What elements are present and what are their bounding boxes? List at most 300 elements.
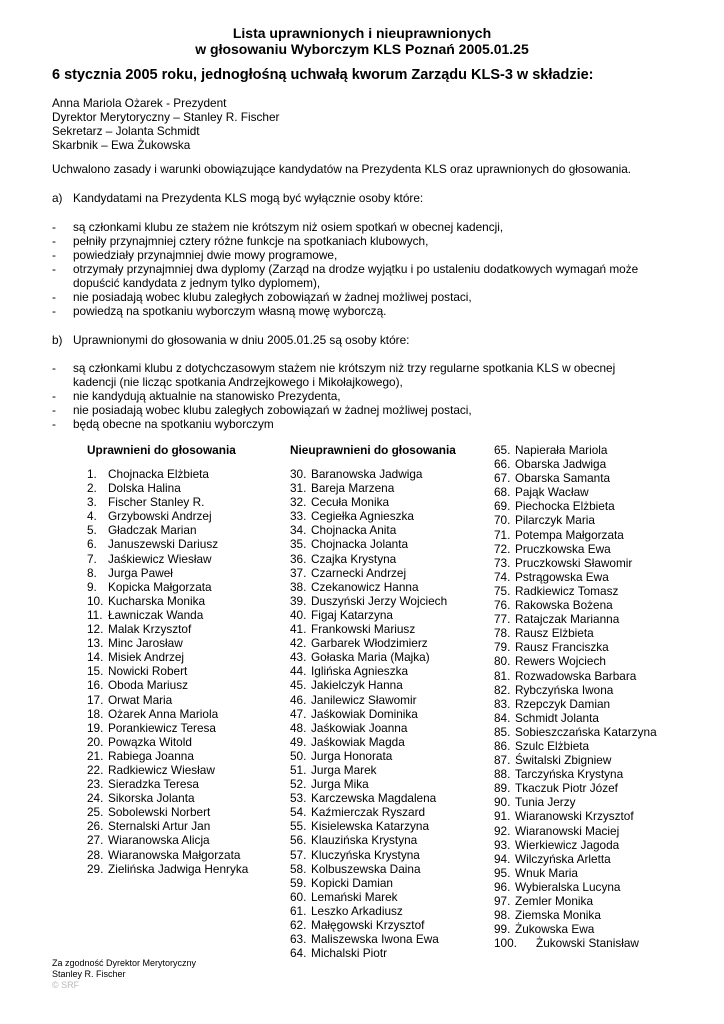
voter-list-item bbox=[290, 537, 480, 551]
voter-list-item bbox=[87, 509, 277, 523]
board-member: Skarbnik – Ewa Żukowska bbox=[52, 138, 191, 152]
voter-name: Oboda Mariusz bbox=[108, 678, 188, 693]
voter-name: Rausz Elżbieta bbox=[515, 626, 594, 641]
voter-name: Schmidt Jolanta bbox=[515, 710, 599, 725]
voter-number: 19. bbox=[87, 720, 104, 735]
voter-list-item bbox=[494, 852, 670, 866]
voter-list-item bbox=[87, 580, 277, 594]
voter-number: 6. bbox=[87, 537, 97, 552]
voter-name: Jurga Mika bbox=[311, 777, 369, 792]
voter-number: 54. bbox=[290, 805, 307, 820]
voter-number: 69. bbox=[494, 499, 511, 514]
voter-name: Orwat Maria bbox=[108, 692, 173, 707]
voter-list-item bbox=[494, 809, 670, 823]
voter-list-item bbox=[494, 457, 670, 471]
voter-list-item bbox=[87, 749, 277, 763]
voter-name: Dolska Halina bbox=[108, 481, 181, 496]
not-entitled-column-heading: Nieuprawnieni do głosowania bbox=[290, 443, 456, 457]
voter-number: 58. bbox=[290, 861, 307, 876]
voter-name: Potempa Małgorzata bbox=[515, 527, 624, 542]
section-a-line: powiedzą na spotkaniu wyborczym własną mowę wyborczą. bbox=[73, 304, 387, 318]
voter-number: 18. bbox=[87, 706, 104, 721]
voter-list-item bbox=[290, 622, 480, 636]
voter-number: 40. bbox=[290, 607, 307, 622]
voter-name: Wiaranowska Małgorzata bbox=[108, 847, 241, 862]
voter-list-item bbox=[290, 848, 480, 862]
voter-number: 84. bbox=[494, 710, 511, 725]
section-a-marker: a) bbox=[52, 191, 63, 205]
voter-list-item bbox=[290, 481, 480, 495]
voter-name: Sobieszczańska Katarzyna bbox=[515, 724, 657, 739]
voter-name: Chojnacka Jolanta bbox=[311, 537, 409, 552]
section-a-line: są członkami klubu ze stażem nie krótszym niż osiem spotkań w obecnej kadencji, bbox=[73, 220, 504, 234]
voter-list-item bbox=[494, 795, 670, 809]
voter-name: Minc Jarosław bbox=[108, 636, 183, 651]
voter-number: 31. bbox=[290, 481, 307, 496]
voter-name: Małęgowski Krzysztof bbox=[311, 918, 425, 932]
voter-number: 83. bbox=[494, 696, 511, 711]
voter-name: Pająk Wacław bbox=[515, 485, 589, 500]
voter-name: Kucharska Monika bbox=[108, 593, 206, 608]
voter-list-item bbox=[494, 711, 670, 725]
voter-name: Chojnacka Anita bbox=[311, 523, 397, 538]
voter-number: 59. bbox=[290, 875, 307, 890]
voter-list-item bbox=[290, 678, 480, 692]
voter-number: 98. bbox=[494, 908, 511, 923]
voter-number: 79. bbox=[494, 640, 511, 655]
voter-name: Januszewski Dariusz bbox=[108, 537, 219, 552]
voter-name: Rzepczyk Damian bbox=[515, 696, 611, 711]
entitled-column-heading: Uprawnieni do głosowania bbox=[87, 443, 236, 457]
voter-number: 55. bbox=[290, 819, 307, 834]
section-b-line: kadencji (nie licząc spotkania Andrzejkowego i Mikołajkowego), bbox=[73, 375, 403, 389]
voter-number: 3. bbox=[87, 495, 97, 510]
voter-list-item bbox=[494, 556, 670, 570]
voter-number: 81. bbox=[494, 668, 511, 683]
voter-number: 78. bbox=[494, 626, 511, 641]
voter-name: Obarska Samanta bbox=[515, 471, 611, 486]
voter-number: 7. bbox=[87, 551, 97, 566]
voter-number: 91. bbox=[494, 809, 511, 824]
voter-list-item bbox=[87, 848, 277, 862]
document-title-line-1: Lista uprawnionych i nieuprawnionych bbox=[232, 25, 492, 41]
voter-list-item bbox=[290, 664, 480, 678]
voter-name: Baranowska Jadwiga bbox=[311, 467, 423, 481]
bullet-dash: - bbox=[52, 304, 56, 318]
voter-name: Kaźmierczak Ryszard bbox=[311, 805, 426, 820]
voter-name: Rakowska Bożena bbox=[515, 598, 613, 613]
section-a-line: dopuścić kandydata z jednym tylko dyplomem), bbox=[73, 276, 321, 290]
voter-list-item bbox=[290, 946, 480, 960]
voter-list-item bbox=[87, 636, 277, 650]
voter-number: 53. bbox=[290, 791, 307, 806]
voter-list-item bbox=[290, 566, 480, 580]
voter-list-item bbox=[87, 495, 277, 509]
voter-name: Kisielewska Katarzyna bbox=[311, 819, 430, 834]
voter-list-item bbox=[494, 908, 670, 922]
voter-name: Janilewicz Sławomir bbox=[311, 692, 417, 707]
voter-name: Obarska Jadwiga bbox=[515, 457, 607, 472]
not-entitled-voters-list-2 bbox=[494, 443, 670, 950]
voter-name: Cecuła Monika bbox=[311, 495, 390, 510]
voter-number: 41. bbox=[290, 622, 307, 637]
section-a-heading: Kandydatami na Prezydenta KLS mogą być wyłącznie osoby które: bbox=[73, 191, 424, 205]
voter-name: Jakielczyk Hanna bbox=[311, 678, 403, 693]
voter-list-item bbox=[494, 767, 670, 781]
voter-name: Jaśkowiak Dominika bbox=[311, 706, 418, 721]
voter-name: Sternalski Artur Jan bbox=[108, 819, 211, 834]
voter-number: 11. bbox=[87, 607, 103, 622]
voter-name: Tkaczuk Piotr Józef bbox=[515, 781, 618, 796]
voter-list-item bbox=[494, 485, 670, 499]
voter-number: 68. bbox=[494, 485, 511, 500]
bullet-dash: - bbox=[52, 234, 56, 248]
voter-list-item bbox=[87, 552, 277, 566]
voter-name: Karczewska Magdalena bbox=[311, 791, 437, 806]
voter-name: Pruczkowski Sławomir bbox=[515, 555, 633, 570]
voter-list-item bbox=[494, 570, 670, 584]
voter-list-item bbox=[290, 467, 480, 481]
voter-list-item bbox=[290, 763, 480, 777]
voter-number: 32. bbox=[290, 495, 307, 510]
section-a-line: pełniły przynajmniej cztery różne funkcje na spotkaniach klubowych, bbox=[73, 234, 429, 248]
section-b-line: są członkami klubu z dotychczasowym stażem nie krótszym niż trzy regularne spotkania KLS w obecnej bbox=[73, 361, 616, 375]
voter-name: Tarczyńska Krystyna bbox=[515, 767, 624, 782]
voter-list-item bbox=[290, 707, 480, 721]
voter-number: 90. bbox=[494, 795, 511, 810]
voter-name: Iglińska Agnieszka bbox=[311, 664, 409, 679]
voter-list-item bbox=[87, 833, 277, 847]
voter-name: Jurga Honorata bbox=[311, 748, 393, 763]
voter-number: 29. bbox=[87, 861, 104, 876]
voter-name: Ławniczak Wanda bbox=[108, 607, 204, 622]
voter-name: Rybczyńska Iwona bbox=[515, 682, 614, 697]
voter-list-item bbox=[494, 866, 670, 880]
voter-number: 72. bbox=[494, 541, 511, 556]
voter-number: 51. bbox=[290, 762, 307, 777]
bullet-dash: - bbox=[52, 248, 56, 262]
voter-number: 82. bbox=[494, 682, 511, 697]
voter-list-item bbox=[290, 918, 480, 932]
voter-number: 38. bbox=[290, 579, 307, 594]
voter-list-item bbox=[494, 499, 670, 513]
voter-list-item bbox=[290, 608, 480, 622]
voter-list-item bbox=[87, 608, 277, 622]
voter-name: Maliszewska Iwona Ewa bbox=[311, 932, 439, 947]
voter-list-item bbox=[290, 833, 480, 847]
voter-number: 73. bbox=[494, 555, 511, 570]
voter-list-item bbox=[87, 523, 277, 537]
voter-name: Tunia Jerzy bbox=[515, 795, 576, 810]
voter-number: 26. bbox=[87, 819, 104, 834]
voter-number: 47. bbox=[290, 706, 307, 721]
voter-number: 1. bbox=[87, 467, 97, 481]
voter-list-item bbox=[87, 819, 277, 833]
voter-name: Frankowski Mariusz bbox=[311, 622, 416, 637]
voter-name: Kopicki Damian bbox=[311, 875, 393, 890]
voter-name: Wiaranowski Maciej bbox=[515, 823, 620, 838]
voter-number: 100. bbox=[494, 936, 517, 951]
voter-number: 48. bbox=[290, 720, 307, 735]
voter-number: 39. bbox=[290, 593, 307, 608]
voter-list-item bbox=[87, 594, 277, 608]
bullet-dash: - bbox=[52, 389, 56, 403]
voter-number: 76. bbox=[494, 598, 511, 613]
voter-list-item bbox=[290, 523, 480, 537]
voter-name: Wierkiewicz Jagoda bbox=[515, 837, 620, 852]
voter-number: 23. bbox=[87, 777, 104, 792]
voter-list-item bbox=[290, 932, 480, 946]
voter-name: Pruczkowska Ewa bbox=[515, 541, 611, 556]
voter-list-item bbox=[290, 819, 480, 833]
voter-number: 20. bbox=[87, 734, 104, 749]
voter-number: 60. bbox=[290, 889, 307, 904]
voter-name: Radkiewicz Wiesław bbox=[108, 762, 215, 777]
voter-list-item bbox=[494, 528, 670, 542]
voter-list-item bbox=[494, 824, 670, 838]
section-b-line: będą obecne na spotkaniu wyborczym bbox=[73, 417, 274, 431]
entitled-voters-list bbox=[87, 467, 277, 876]
voter-list-item bbox=[494, 640, 670, 654]
voter-list-item bbox=[290, 552, 480, 566]
section-a-line: otrzymały przynajmniej dwa dyplomy (Zarząd na drodze wyjątku i po ustaleniu dodatkowych wymagań może bbox=[73, 262, 639, 276]
voter-number: 75. bbox=[494, 583, 511, 598]
voter-number: 10. bbox=[87, 593, 104, 608]
voter-list-item bbox=[87, 467, 277, 481]
voter-number: 45. bbox=[290, 678, 307, 693]
voter-number: 44. bbox=[290, 664, 307, 679]
voter-list-item bbox=[87, 777, 277, 791]
voter-list-item bbox=[87, 735, 277, 749]
bullet-dash: - bbox=[52, 290, 56, 304]
voter-number: 46. bbox=[290, 692, 307, 707]
voter-name: Szulc Elżbieta bbox=[515, 738, 590, 753]
voter-name: Jurga Marek bbox=[311, 762, 377, 777]
voter-list-item bbox=[290, 890, 480, 904]
voter-number: 2. bbox=[87, 481, 97, 496]
voter-name: Rewers Wojciech bbox=[515, 654, 606, 669]
voter-number: 5. bbox=[87, 523, 97, 538]
voter-number: 77. bbox=[494, 612, 511, 627]
voter-list-item bbox=[290, 735, 480, 749]
footer-copyright: © SRF bbox=[52, 980, 80, 990]
voter-list-item bbox=[494, 725, 670, 739]
voter-number: 43. bbox=[290, 650, 307, 665]
voter-list-item bbox=[494, 513, 670, 527]
voter-number: 89. bbox=[494, 781, 511, 796]
voter-number: 74. bbox=[494, 569, 511, 584]
voter-number: 66. bbox=[494, 457, 511, 472]
voter-number: 42. bbox=[290, 636, 307, 651]
voter-number: 95. bbox=[494, 865, 511, 880]
intro-paragraph: Uchwalono zasady i warunki obowiązujące kandydatów na Prezydenta KLS oraz uprawnionych do głosowania. bbox=[52, 162, 632, 176]
voter-number: 13. bbox=[87, 636, 104, 651]
voter-name: Żukowski Stanisław bbox=[536, 936, 639, 951]
voter-number: 56. bbox=[290, 833, 307, 848]
voter-list-item bbox=[494, 584, 670, 598]
voter-number: 36. bbox=[290, 551, 307, 566]
voter-list-item bbox=[494, 753, 670, 767]
voter-name: Napierała Mariola bbox=[515, 443, 608, 457]
voter-name: Malak Krzysztof bbox=[108, 622, 192, 637]
section-b-marker: b) bbox=[52, 333, 63, 347]
voter-number: 88. bbox=[494, 767, 511, 782]
voter-list-item bbox=[87, 664, 277, 678]
voter-list-item bbox=[494, 471, 670, 485]
voter-name: Ratajczak Marianna bbox=[515, 612, 620, 627]
voter-number: 27. bbox=[87, 833, 104, 848]
voter-number: 52. bbox=[290, 777, 307, 792]
voter-name: Zielińska Jadwiga Henryka bbox=[108, 861, 249, 876]
voter-number: 99. bbox=[494, 922, 511, 937]
voter-list-item bbox=[494, 922, 670, 936]
voter-list-item bbox=[87, 481, 277, 495]
voter-number: 24. bbox=[87, 791, 104, 806]
voter-name: Gołaska Maria (Majka) bbox=[311, 650, 430, 665]
voter-name: Michalski Piotr bbox=[311, 946, 388, 961]
voter-list-item bbox=[494, 781, 670, 795]
voter-name: Rozwadowska Barbara bbox=[515, 668, 637, 683]
bullet-dash: - bbox=[52, 220, 56, 234]
voter-list-item bbox=[494, 669, 670, 683]
voter-number: 97. bbox=[494, 894, 511, 908]
voter-number: 80. bbox=[494, 654, 511, 669]
voter-name: Wiaranowski Krzysztof bbox=[515, 809, 634, 824]
voter-list-item bbox=[494, 598, 670, 612]
board-member: Sekretarz – Jolanta Schmidt bbox=[52, 124, 200, 138]
voter-number: 63. bbox=[290, 932, 307, 947]
voter-number: 16. bbox=[87, 678, 104, 693]
voter-name: Pstrągowska Ewa bbox=[515, 569, 609, 584]
voter-list-item bbox=[494, 697, 670, 711]
voter-list-item bbox=[494, 683, 670, 697]
voter-name: Chojnacka Elżbieta bbox=[108, 467, 209, 481]
voter-name: Nowicki Robert bbox=[108, 664, 188, 679]
voter-number: 93. bbox=[494, 837, 511, 852]
voter-list-item bbox=[290, 594, 480, 608]
voter-name: Lemański Marek bbox=[311, 889, 398, 904]
voter-number: 14. bbox=[87, 650, 104, 665]
voter-list-item bbox=[87, 805, 277, 819]
voter-list-item bbox=[290, 876, 480, 890]
voter-name: Jurga Paweł bbox=[108, 565, 173, 580]
voter-name: Świtalski Zbigniew bbox=[515, 753, 612, 768]
voter-list-item bbox=[494, 443, 670, 457]
voter-name: Radkiewicz Tomasz bbox=[515, 583, 619, 598]
voter-name: Grzybowski Andrzej bbox=[108, 509, 212, 524]
voter-name: Misiek Andrzej bbox=[108, 650, 185, 665]
voter-name: Gładczak Marian bbox=[108, 523, 197, 538]
voter-list-item bbox=[290, 580, 480, 594]
voter-name: Klauzińska Krystyna bbox=[311, 833, 418, 848]
voter-number: 9. bbox=[87, 579, 97, 594]
voter-name: Figaj Katarzyna bbox=[311, 607, 393, 622]
voter-list-item bbox=[290, 791, 480, 805]
voter-number: 64. bbox=[290, 946, 307, 961]
voter-name: Czarnecki Andrzej bbox=[311, 565, 407, 580]
voter-name: Ziemska Monika bbox=[515, 908, 601, 923]
voter-number: 65. bbox=[494, 443, 511, 457]
voter-list-item bbox=[290, 862, 480, 876]
voter-list-item bbox=[494, 654, 670, 668]
voter-name: Czekanowicz Hanna bbox=[311, 579, 419, 594]
bullet-dash: - bbox=[52, 262, 56, 276]
voter-list-item bbox=[494, 894, 670, 908]
voter-name: Sieradzka Teresa bbox=[108, 777, 199, 792]
voter-number: 35. bbox=[290, 537, 307, 552]
voter-name: Wiaranowska Alicja bbox=[108, 833, 210, 848]
voter-number: 34. bbox=[290, 523, 307, 538]
voter-list-item bbox=[494, 838, 670, 852]
voter-list-item bbox=[87, 763, 277, 777]
voter-number: 25. bbox=[87, 805, 104, 820]
voter-name: Piechocka Elżbieta bbox=[515, 499, 615, 514]
voter-number: 62. bbox=[290, 918, 307, 932]
bullet-dash: - bbox=[52, 417, 56, 431]
voter-list-item bbox=[494, 880, 670, 894]
voter-name: Garbarek Włodzimierz bbox=[311, 636, 428, 651]
voter-number: 4. bbox=[87, 509, 97, 524]
voter-list-item bbox=[87, 622, 277, 636]
voter-name: Powązka Witold bbox=[108, 734, 192, 749]
voter-number: 8. bbox=[87, 565, 97, 580]
voter-number: 96. bbox=[494, 879, 511, 894]
footer-certification: Za zgodność Dyrektor Merytoryczny bbox=[52, 958, 197, 968]
voter-name: Wnuk Maria bbox=[515, 865, 578, 880]
voter-list-item bbox=[87, 566, 277, 580]
voter-number: 28. bbox=[87, 847, 104, 862]
voter-name: Kluczyńska Krystyna bbox=[311, 847, 420, 862]
board-member: Dyrektor Merytoryczny – Stanley R. Fischer bbox=[52, 110, 280, 124]
footer-signatory: Stanley R. Fischer bbox=[52, 969, 126, 979]
voter-list-item bbox=[290, 749, 480, 763]
bullet-dash: - bbox=[52, 403, 56, 417]
voter-name: Bareja Marzena bbox=[311, 481, 395, 496]
section-b-line: nie kandydują aktualnie na stanowisko Prezydenta, bbox=[73, 389, 341, 403]
voter-name: Leszko Arkadiusz bbox=[311, 903, 403, 918]
document-title-line-2: w głosowaniu Wyborczym KLS Poznań 2005.01.25 bbox=[195, 41, 529, 57]
voter-number: 49. bbox=[290, 734, 307, 749]
voter-name: Zemler Monika bbox=[515, 894, 594, 908]
voter-name: Rabiega Joanna bbox=[108, 748, 194, 763]
voter-number: 71. bbox=[494, 527, 511, 542]
section-b-heading: Uprawnionymi do głosowania w dniu 2005.01.25 są osoby które: bbox=[73, 333, 410, 347]
voter-name: Kolbuszewska Daina bbox=[311, 861, 421, 876]
voter-list-item bbox=[494, 739, 670, 753]
voter-list-item bbox=[87, 537, 277, 551]
voter-name: Fischer Stanley R. bbox=[108, 495, 205, 510]
voter-number: 21. bbox=[87, 748, 104, 763]
voter-name: Rausz Franciszka bbox=[515, 640, 609, 655]
voter-list-item bbox=[87, 862, 277, 876]
voter-list-item bbox=[87, 721, 277, 735]
voter-list-item bbox=[494, 626, 670, 640]
voter-list-item bbox=[494, 936, 670, 950]
voter-name: Sikorska Jolanta bbox=[108, 791, 195, 806]
voter-number: 92. bbox=[494, 823, 511, 838]
voter-name: Cegiełka Agnieszka bbox=[311, 509, 414, 524]
voter-number: 30. bbox=[290, 467, 307, 481]
voter-list-item bbox=[87, 791, 277, 805]
voter-number: 15. bbox=[87, 664, 104, 679]
voter-name: Wilczyńska Arletta bbox=[515, 851, 611, 866]
voter-number: 17. bbox=[87, 692, 104, 707]
voter-name: Czajka Krystyna bbox=[311, 551, 397, 566]
voter-number: 85. bbox=[494, 724, 511, 739]
section-b-line: nie posiadają wobec klubu zaległych zobowiązań w żadnej możliwej postaci, bbox=[73, 403, 472, 417]
voter-list-item bbox=[290, 636, 480, 650]
voter-list-item bbox=[290, 509, 480, 523]
